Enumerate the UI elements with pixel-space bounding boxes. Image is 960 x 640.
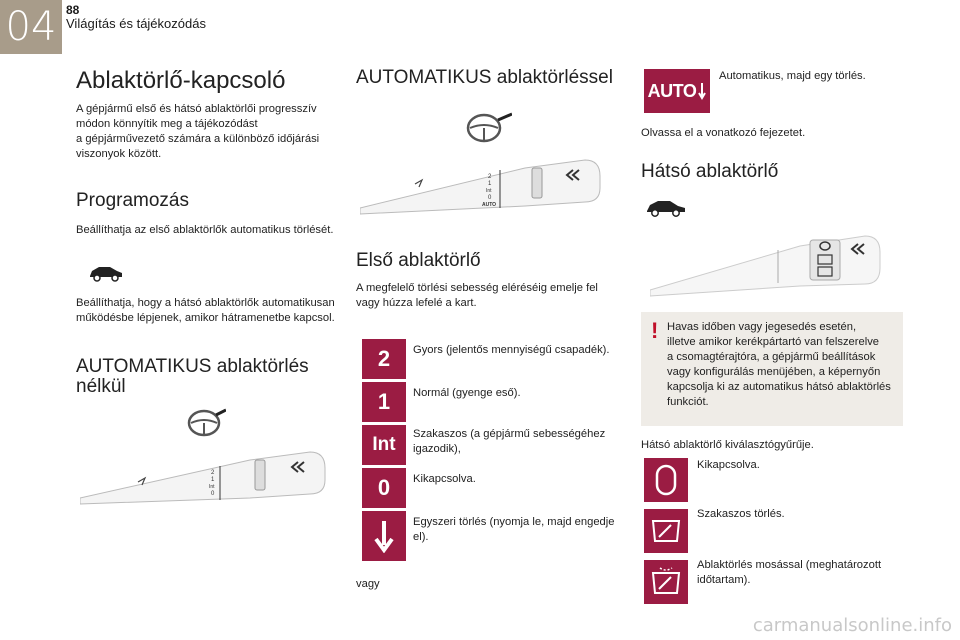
speed-1-label: Normál (gyenge eső).	[413, 387, 521, 399]
see-chapter-text: Olvassa el a vonatkozó fejezetet.	[641, 127, 806, 139]
rear-wiper-stalk-illustration	[650, 228, 885, 300]
chapter-title: Világítás és tájékozódás	[66, 16, 206, 31]
stalk-mark-0: 0	[488, 195, 492, 201]
svg-text:2: 2	[211, 470, 215, 476]
rear-wash-label: Ablaktörlés mosással (meghatározott időtartam).	[697, 559, 882, 586]
intermittent-wipe-icon	[650, 517, 682, 545]
page-number: 88	[66, 3, 80, 17]
speed-1-icon: 1	[362, 382, 406, 422]
watermark: carmanualsonline.info	[752, 615, 952, 636]
warning-text: Havas időben vagy jegesedés esetén, illetve amikor kerékpártartó van felszerelve a csomagtérajtóra, a gépjármű beállítások vagy konfigurálás menüjében, a képernyőn kapcsolja ki az automatikus hátsó ablaktörlés funkciót.	[667, 321, 891, 408]
rear-off-tile	[644, 458, 688, 502]
or-text: vagy	[356, 578, 380, 590]
auto-wiper-stalk-illustration	[360, 148, 605, 220]
stalk-mark-1: 1	[488, 181, 492, 187]
auto-title: AUTOMATIKUS ablaktörléssel	[356, 67, 613, 88]
ring-off-icon	[654, 463, 678, 497]
off-icon: 0	[362, 468, 406, 508]
car-icon-2	[645, 196, 687, 218]
programming-text: Beállíthatja az első ablaktörlők automatikus törlését.	[76, 224, 334, 236]
steering-wheel-icon	[186, 405, 226, 439]
car-icon	[88, 262, 124, 282]
svg-text:1: 1	[211, 477, 215, 483]
stalk-mark-2: 2	[488, 174, 492, 180]
rear-wiper-title: Hátsó ablaktörlő	[641, 161, 779, 182]
no-auto-title: AUTOMATIKUS ablaktörlés nélkül	[76, 356, 309, 397]
stalk-mark-int: Int	[486, 188, 492, 194]
speed-2-icon: 2	[362, 339, 406, 379]
intermittent-label: Szakaszos (a gépjármű sebességéhez igazodik),	[413, 428, 606, 455]
wash-wipe-icon	[650, 567, 682, 597]
warning-box	[641, 312, 903, 426]
single-wipe-label: Egyszeri törlés (nyomja le, majd engedje el).	[413, 516, 615, 543]
front-wiper-title: Első ablaktörlő	[356, 250, 481, 271]
auto-arrow-down-icon	[698, 82, 706, 100]
auto-label: Automatikus, majd egy törlés.	[719, 70, 866, 82]
warning-exclamation-icon: !	[651, 318, 659, 343]
wiper-stalk-illustration	[80, 440, 330, 510]
intro-text: A gépjármű első és hátsó ablaktörlői progresszív módon könnyítik meg a tájékozódást a gépjárművezető számára a különböző időjárási viszonyok között.	[76, 103, 320, 160]
rear-wash-tile	[644, 560, 688, 604]
main-title: Ablaktörlő-kapcsoló	[76, 67, 286, 94]
auto-icon: AUTO	[644, 69, 710, 113]
rear-intermittent-tile	[644, 509, 688, 553]
off-label: Kikapcsolva.	[413, 473, 476, 485]
rear-off-label: Kikapcsolva.	[697, 459, 760, 471]
arrow-down-icon	[373, 519, 395, 553]
front-wiper-text: A megfelelő törlési sebesség eléréséig emelje fel vagy húzza lefelé a kart.	[356, 282, 598, 309]
reverse-text: Beállíthatja, hogy a hátsó ablaktörlők automatikusan működésbe lépjenek, amikor hátramenetbe kapcsol.	[76, 297, 335, 324]
svg-text:Int: Int	[209, 484, 215, 490]
steering-wheel-icon-2	[464, 108, 512, 144]
svg-text:0: 0	[211, 491, 215, 497]
chapter-number-box: 04	[0, 0, 62, 54]
stalk-mark-auto: AUTO	[482, 202, 497, 208]
speed-2-label: Gyors (jelentős mennyiségű csapadék).	[413, 344, 610, 356]
intermittent-icon: Int	[362, 425, 406, 465]
single-wipe-icon	[362, 511, 406, 561]
rear-intermittent-label: Szakaszos törlés.	[697, 508, 785, 520]
programming-title: Programozás	[76, 190, 189, 211]
rear-selector-text: Hátsó ablaktörlő kiválasztógyűrűje.	[641, 439, 814, 451]
